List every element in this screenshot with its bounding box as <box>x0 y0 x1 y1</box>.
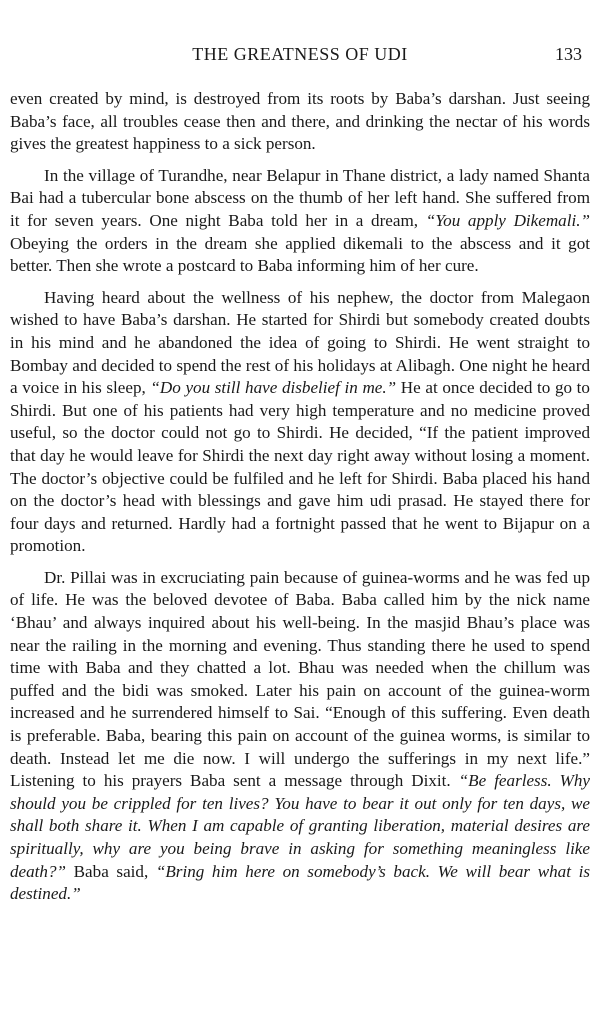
paragraph-2-text-a: In the village of Turandhe, near Belapur in Thane district, a lady named Shanta Bai had a tubercular bone abscess on the thumb of her left hand. She suffered from it for seven years. One night Baba told her in a dream, <box>10 165 590 230</box>
paragraph-3-text-c: He at once decided to go to Shirdi. But one of his patients had very high temperature and no medicine proved useful, so the doctor could not go to Shirdi. He decided, “If the patient improved that day he would leave for Shirdi the next day right away without losing a moment. The doctor’s objective could be fulfiled and he left for Shirdi. Baba placed his hand on the doctor’s head with blessings and gave him udi prasad. He stayed there for four days and returned. Hardly had a fortnight passed that he went to Bijapur on a promotion. <box>10 378 590 556</box>
paragraph-3-text-a: Having heard about the wellness of his nephew, the doctor from Malegaon wished to have Baba’s darshan. He started for Shirdi but somebody created doubts in his mind and he abandoned the idea of going to Shirdi. He went straight to Bombay and decided to spend the rest of his holidays at Alibagh. One night he heard a voice in his sleep, <box>10 287 590 398</box>
paragraph-4-text-a: Dr. Pillai was in excruciating pain because of guinea-worms and he was fed up of life. He was the beloved devotee of Baba. Baba called him by the nick name ‘Bhau’ and always inquired about his well-being. In the masjid Bhau’s place was near the railing in the morning and evening. Thus standing there he used to spend time with Baba and they chatted a lot. Bhau was needed when the chillum was puffed and the bidi was smoked. Later his pain on account of the guinea-worm increased and he surrendered himself to Sai. “Enough of this suffering. Even death is preferable. Baba, bearing this pain on account of the guinea worms, is similar to death. Instead let me die now. I will undergo the sufferings in my next life.” Listening to his prayers Baba sent a message through Dixit. <box>10 567 590 791</box>
paragraph-2-text-c: Obeying the orders in the dream she applied dikemali to the abscess and it got better. Then she wrote a postcard to Baba informing him of her cure. <box>10 233 590 276</box>
paragraph-3 <box>10 287 590 558</box>
paragraph-4-quote-1: “Be fearless. Why should you be crippled for ten lives? You have to bear it out only for ten days, we shall both share it. When I am capable of granting liberation, material desires are spiritually, why are you being brave in asking for something meaningless like death?” <box>10 771 590 881</box>
body-text <box>10 88 590 915</box>
chapter-running-title: THE GREATNESS OF UDI <box>192 44 408 64</box>
paragraph-4 <box>10 567 590 906</box>
paragraph-1 <box>10 88 590 156</box>
paragraph-3-quote: “Do you still have disbelief in me.” <box>150 378 397 398</box>
page-number: 133 <box>555 44 582 64</box>
paragraph-4-text-c: Baba said, <box>66 861 156 881</box>
paragraph-2-quote: “You apply Dikemali.” <box>425 210 591 230</box>
running-header <box>10 42 590 66</box>
paragraph-2 <box>10 165 590 278</box>
paragraph-4-quote-2: “Bring him here on somebody’s back. We will bear what is destined.” <box>10 861 590 904</box>
paragraph-1-text: even created by mind, is destroyed from its roots by Baba’s darshan. Just seeing Baba’s face, all troubles cease then and there, and drinking the nectar of his words gives the greatest happiness to a sick person. <box>10 89 590 154</box>
